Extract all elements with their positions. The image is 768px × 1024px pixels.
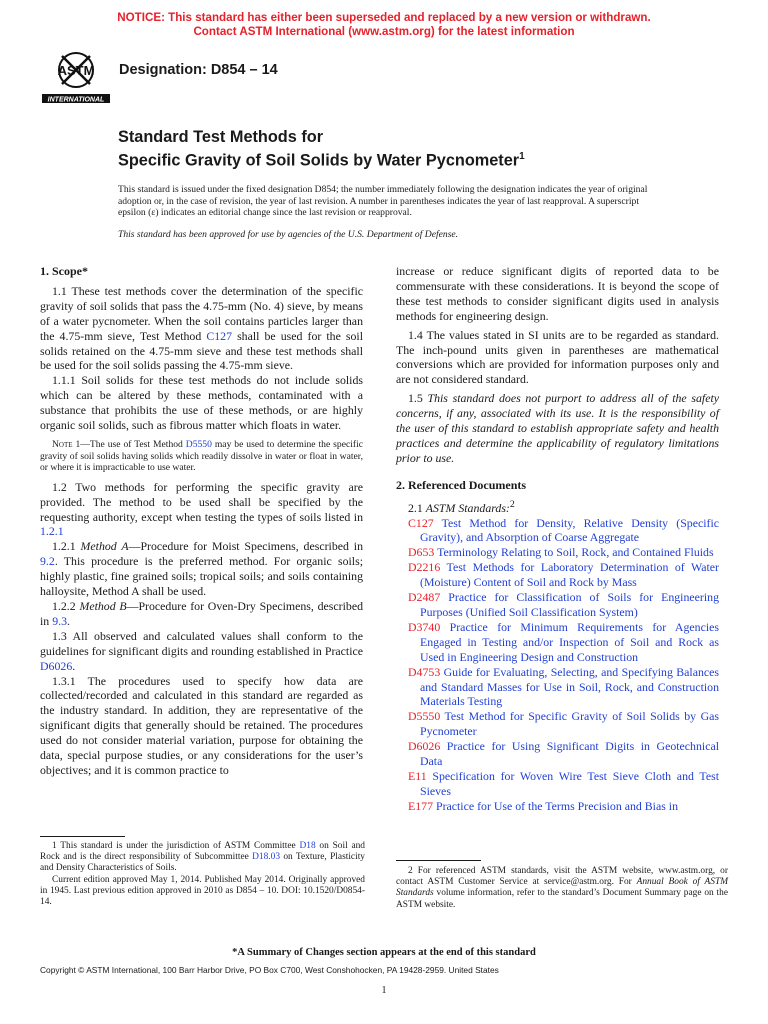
footnote-2-italic: Annual Book of ASTM Standards [396,877,728,899]
referenced-documents-heading: 2. Referenced Documents [396,477,527,492]
reference-item[interactable] [396,769,719,799]
para-1-3-text-b: . [72,658,76,673]
reference-title[interactable]: Practice for Use of the Terms Precision and Bias in [433,798,678,813]
left-column [40,264,363,778]
reference-title[interactable]: Practice for Using Significant Digits in Geotechnical Data [420,739,719,769]
reference-code[interactable]: E177 [408,798,434,813]
reference-code[interactable]: D6026 [408,739,441,754]
reference-item[interactable] [396,739,719,769]
reference-title[interactable]: Specification for Woven Wire Test Sieve Cloth and Test Sieves [420,768,719,798]
reference-code[interactable]: E11 [408,768,427,783]
para-1-2-2-num: 1.2.2 [52,599,80,613]
reference-item[interactable] [396,709,719,739]
scope-heading: 1. Scope* [40,264,88,278]
astm-logo [40,46,112,106]
designation: Designation: D854 – 14 [119,62,278,78]
intro-block [118,184,658,248]
footnote-1-text-a: 1 This standard is under the jurisdiction of ASTM Committee [52,841,300,851]
reference-item[interactable] [396,545,719,560]
para-1-2-2-text: —Procedure for Oven-Dry Specimens, described in [40,599,363,628]
note-1 [40,439,363,474]
logo-subtext: INTERNATIONAL [47,96,105,104]
link-9-3[interactable]: 9.3 [52,613,67,628]
para-1-5-num: 1.5 [408,391,428,406]
dod-approval: This standard has been approved for use by agencies of the U.S. Department of Defense. [118,228,459,240]
para-1-2-1-text: —Procedure for Moist Specimens, described in [128,539,363,554]
para-1-2-2-text-b: . [67,613,70,628]
para-1-3-1-continued: increase or reduce significant digits of reported data to be commensurate with these considerations. It is beyond the scope of these test methods to consider significant digits used in analysis methods for engineering design. [396,264,719,323]
reference-code[interactable]: C127 [408,515,434,530]
footnote-rule-right [396,860,481,861]
reference-item[interactable] [396,620,719,665]
title-footnote-mark: 1 [519,151,525,162]
footnote-rule-left [40,836,125,837]
reference-title[interactable]: Test Method for Density, Relative Density (Specific Gravity), and Absorption of Coarse Aggregate [420,515,719,545]
link-d5550[interactable]: D5550 [185,438,212,450]
link-d18-03[interactable]: D18.03 [252,852,281,863]
reference-item[interactable] [396,799,719,814]
para-1-1-1: 1.1.1 Soil solids for these test methods do not include solids which can be altered by these methods, contaminated with a substance that prohibits the use of these methods, or are highly organic soil solids, such as fibrous matter which floats in water. [40,373,363,433]
right-column [396,264,719,814]
astm-standards-label [396,498,719,516]
para-1-1-text-b: shall be used for the soil solids retained on the 4.75-mm sieve and these test methods shall be used for the soil solids passing the 4.75-mm sieve. [40,328,364,373]
para-1-1 [40,284,363,373]
reference-code[interactable]: D653 [408,545,435,560]
para-1-2 [40,480,363,540]
withdrawal-notice [0,11,768,39]
title-line-1: Standard Test Methods for [118,128,324,146]
reference-title[interactable]: Guide for Evaluating, Selecting, and Specifying Balances and Standard Masses for Use in Soil, Rock, and Construction Materials Testing [420,664,719,709]
note-label: Note 1 [52,438,81,450]
notice-line-1: NOTICE: This standard has either been superseded and replaced by a new version or withdrawn. [117,11,651,24]
reference-item[interactable] [396,590,719,620]
footnote-2-text-b: volume information, refer to the standard’s Document Summary page on the ASTM website. [396,888,728,910]
method-a-label: Method A [80,539,129,554]
para-1-1-text: 1.1 These test methods cover the determination of the specific gravity of soil solids that pass the 4.75-mm (No. 4) sieve, by means of a water pycnometer. When the soil contains particles larger than the 4.75-mm sieve, Test Method [40,283,363,343]
reference-title[interactable]: Test Method for Specific Gravity of Soil Solids by Gas Pycnometer [420,709,719,739]
para-1-2-1-text-b: . This procedure is the preferred method. For organic soils; highly plastic, fine grained soils; tropical soils; and soils containing halloysite, Method A shall be used. [40,554,363,599]
reference-item[interactable] [396,516,719,546]
footnote-1-text-b: on Soil and Rock and is the direct responsibility of Subcommittee [40,841,365,863]
reference-item[interactable] [396,560,719,590]
para-1-2-1 [40,539,363,599]
para-1-2-text: 1.2 Two methods for performing the specific gravity are provided. The method to be used shall be specified by the requesting authority, except when testing the types of soils listed in [40,479,363,524]
title-line-2-text: Specific Gravity of Soil Solids by Water Pycnometer [118,151,520,170]
footnote-2-text-a: 2 For referenced ASTM standards, visit the ASTM website, www.astm.org, or contact ASTM Customer Service at service@astm.org. For [396,866,728,888]
para-1-5 [396,391,719,466]
method-b-label: Method B [79,599,127,613]
para-1-3-text: 1.3 All observed and calculated values shall conform to the guidelines for significant digits and rounding established in Practice [40,628,363,658]
page-number: 1 [381,985,387,996]
link-9-2[interactable]: 9.2 [40,554,55,569]
reference-title[interactable]: Test Methods for Laboratory Determination of Water (Moisture) Content of Soil and Rock by Mass [420,560,719,590]
para-1-4: 1.4 The values stated in SI units are to be regarded as standard. The inch-pound units given in parentheses are mathematical conversions which are provided for information purposes only and are not considered standard. [396,327,719,387]
link-d18[interactable]: D18 [299,841,316,851]
para-1-2-1-num: 1.2.1 [52,539,81,554]
copyright: Copyright © ASTM International, 100 Barr Harbor Drive, PO Box C700, West Conshohocken, PA 19428-2959. United States [40,965,499,975]
link-c127[interactable]: C127 [206,328,233,343]
para-1-5-text: This standard does not purport to address all of the safety concerns, if any, associated with its use. It is the responsibility of the user of this standard to establish appropriate safety and health practices and determine the applicability of regulatory limitations prior to use. [396,391,719,465]
logo-text: ASTM [57,63,95,78]
para-1-3 [40,629,363,674]
note-text-b: may be used to determine the specific gravity of soil solids having solids which readily dissolve in water or float in water, or where it is impracticable to use water. [40,438,363,474]
reference-title[interactable]: Terminology Relating to Soil, Rock, and Contained Fluids [434,545,714,560]
astm-standards-num: 2.1 [408,500,426,515]
reference-title[interactable]: Practice for Minimum Requirements for Agencies Engaged in Testing and/or Inspection of Soil and Rock as Used in Engineering Design and Construction [420,619,719,664]
reference-code[interactable]: D2487 [408,590,441,605]
reference-title[interactable]: Practice for Classification of Soils for Engineering Purposes (Unified Soil Classification System) [420,590,719,619]
intro-paragraph: This standard is issued under the fixed designation D854; the number immediately following the designation indicates the year of original adoption or, in the case of revision, the year of last revision. A number in parentheses indicates the year of last reapproval. A superscript epsilon (ε) indicates an editorial change since the last revision or reapproval. [118,184,648,219]
footnote-2-para [396,866,728,911]
astm-standards-text: ASTM Standards: [425,500,510,515]
notice-line-2: Contact ASTM International (www.astm.org) for the latest information [193,25,575,38]
reference-item[interactable] [396,665,719,710]
title-line-2 [118,147,718,170]
document-title [118,127,718,170]
link-1-2-1[interactable]: 1.2.1 [40,524,64,539]
para-1-2-2 [40,599,363,629]
reference-code[interactable]: D4753 [408,664,441,679]
reference-code[interactable]: D2216 [408,560,441,575]
note-text-a: —The use of Test Method [80,438,186,450]
para-1-3-1: 1.3.1 The procedures used to specify how data are collected/recorded and calculated in this standard are regarded as the industry standard. In addition, they are representative of the significant digits that generally should be retained. The procedures used do not consider material variation, purpose for obtaining the data, special purpose studies, or any considerations for the user’s objectives; and it is common practice to [40,673,363,777]
footnote-1-para-1 [40,841,365,875]
reference-list [396,516,719,814]
footnote-2 [396,866,728,911]
link-d6026[interactable]: D6026 [40,658,73,673]
reference-code[interactable]: D5550 [408,709,441,724]
reference-code[interactable]: D3740 [408,619,441,634]
summary-of-changes-note: *A Summary of Changes section appears at the end of this standard [232,947,536,958]
footnote-1-para-2: Current edition approved May 1, 2014. Published May 2014. Originally approved in 1945. Last previous edition approved in 2010 as D854 – 10. DOI: 10.1520/D0854-14. [40,874,365,908]
astm-standards-footnote-mark: 2 [509,498,515,510]
footnote-1 [40,841,365,908]
footnote-1-text-c: on Texture, Plasticity and Density Characteristics of Soils. [40,852,365,874]
